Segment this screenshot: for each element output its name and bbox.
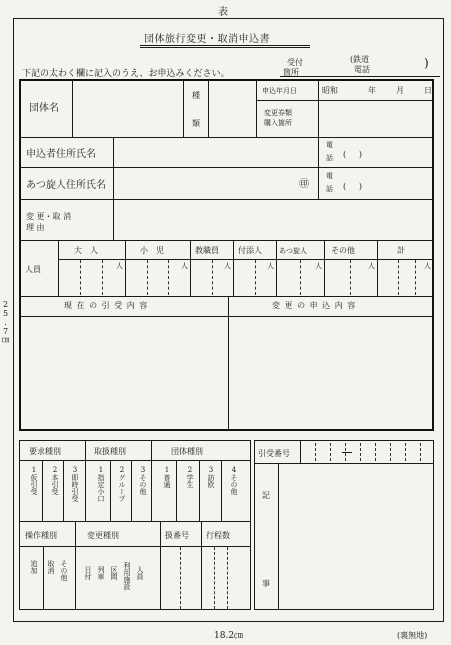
kind-label: 種 [192,91,200,100]
change-reason-label: 変 更・取 消 [26,212,72,221]
people-header-other: その他 [331,246,355,255]
ref-no-label: 引受番号 [258,449,290,458]
back-blank-note: (裏無地) [397,631,428,640]
applicant-phone-field[interactable]: ( ) [343,150,362,159]
title-underline [140,45,310,46]
width-dimension: 18.2㎝ [214,631,244,641]
people-header-child: 小 児 [140,246,164,255]
people-label: 人員 [25,265,41,274]
change-type-header: 変更種別 [87,531,119,540]
op-type-header: 操作種別 [25,531,57,540]
group-item-3: 3訪欧 [207,466,215,488]
op-item-add: 追加 [30,560,38,574]
op-item-cancel: 取消 [47,560,55,574]
req-item-2: 2本引受 [51,466,59,495]
application-date-label: 申込年月日 [262,87,297,95]
people-header-total: 計 [397,246,405,255]
change-content-area[interactable] [229,316,433,430]
instruction-text: 下記の太わく欄に記入のうえ、お申込みください。 [22,69,230,79]
group-item-1: 1普通 [163,466,171,488]
change-item-section: 区間 [110,566,118,580]
seal-mark: ㊞ [299,179,309,190]
group-item-2: 2学生 [186,466,194,488]
req-item-1: 1仮引受 [30,466,38,495]
op-item-other: その他 [60,560,68,581]
people-header-staff: 教職員 [195,246,219,255]
group-name-label: 団体名 [29,103,59,114]
handling-no-header: 扱番号 [165,531,189,540]
people-header-agent: あつ旋人 [279,247,307,255]
people-unit: 人 [116,262,123,270]
agent-label: あつ旋人住所氏名 [26,180,106,191]
row-count-header: 行程数 [206,531,230,540]
change-item-people: 人員 [136,566,144,580]
current-content-area[interactable] [20,316,228,430]
applicant-label: 申込者住所氏名 [26,149,96,160]
reception-label: 受付 [287,58,303,67]
height-dimension: 25.7㎝ [1,300,10,344]
memo-label: 記 [262,491,270,500]
group-type-header: 団体種別 [171,447,203,456]
ticket-office-label: 変更券類 [264,109,292,117]
agent-tel-label: 電 [326,172,333,180]
handling-item-1: 1指定小口 [97,466,105,502]
applicant-tel-label: 電 [326,141,333,149]
reception-railway: (鉄道 [350,55,370,64]
handling-type-header: 取扱種別 [94,447,126,456]
req-type-header: 要求種別 [29,447,61,456]
change-item-date: 日付 [84,566,92,580]
memo-area[interactable] [279,464,433,609]
group-item-4: 4その他 [230,466,238,495]
agent-phone-field[interactable]: ( ) [343,182,362,191]
handling-item-2: 2グループ [118,466,126,502]
current-content-header: 現 在 の 引 受 内 容 [64,301,149,310]
handling-item-3: 3その他 [139,466,147,495]
change-content-header: 変 更 の 申 込 内 容 [272,301,357,310]
top-label: 表 [218,7,228,18]
req-item-3: 3即時引受 [71,466,79,502]
people-header-adult: 大 人 [74,246,98,255]
form-title: 団体旅行変更・取消申込書 [144,34,270,45]
people-header-attendant: 付添人 [238,246,262,255]
change-item-facility: 利用施設 [123,562,131,590]
reception-phone: 電話 [354,65,370,74]
change-item-train: 列車 [97,566,105,580]
